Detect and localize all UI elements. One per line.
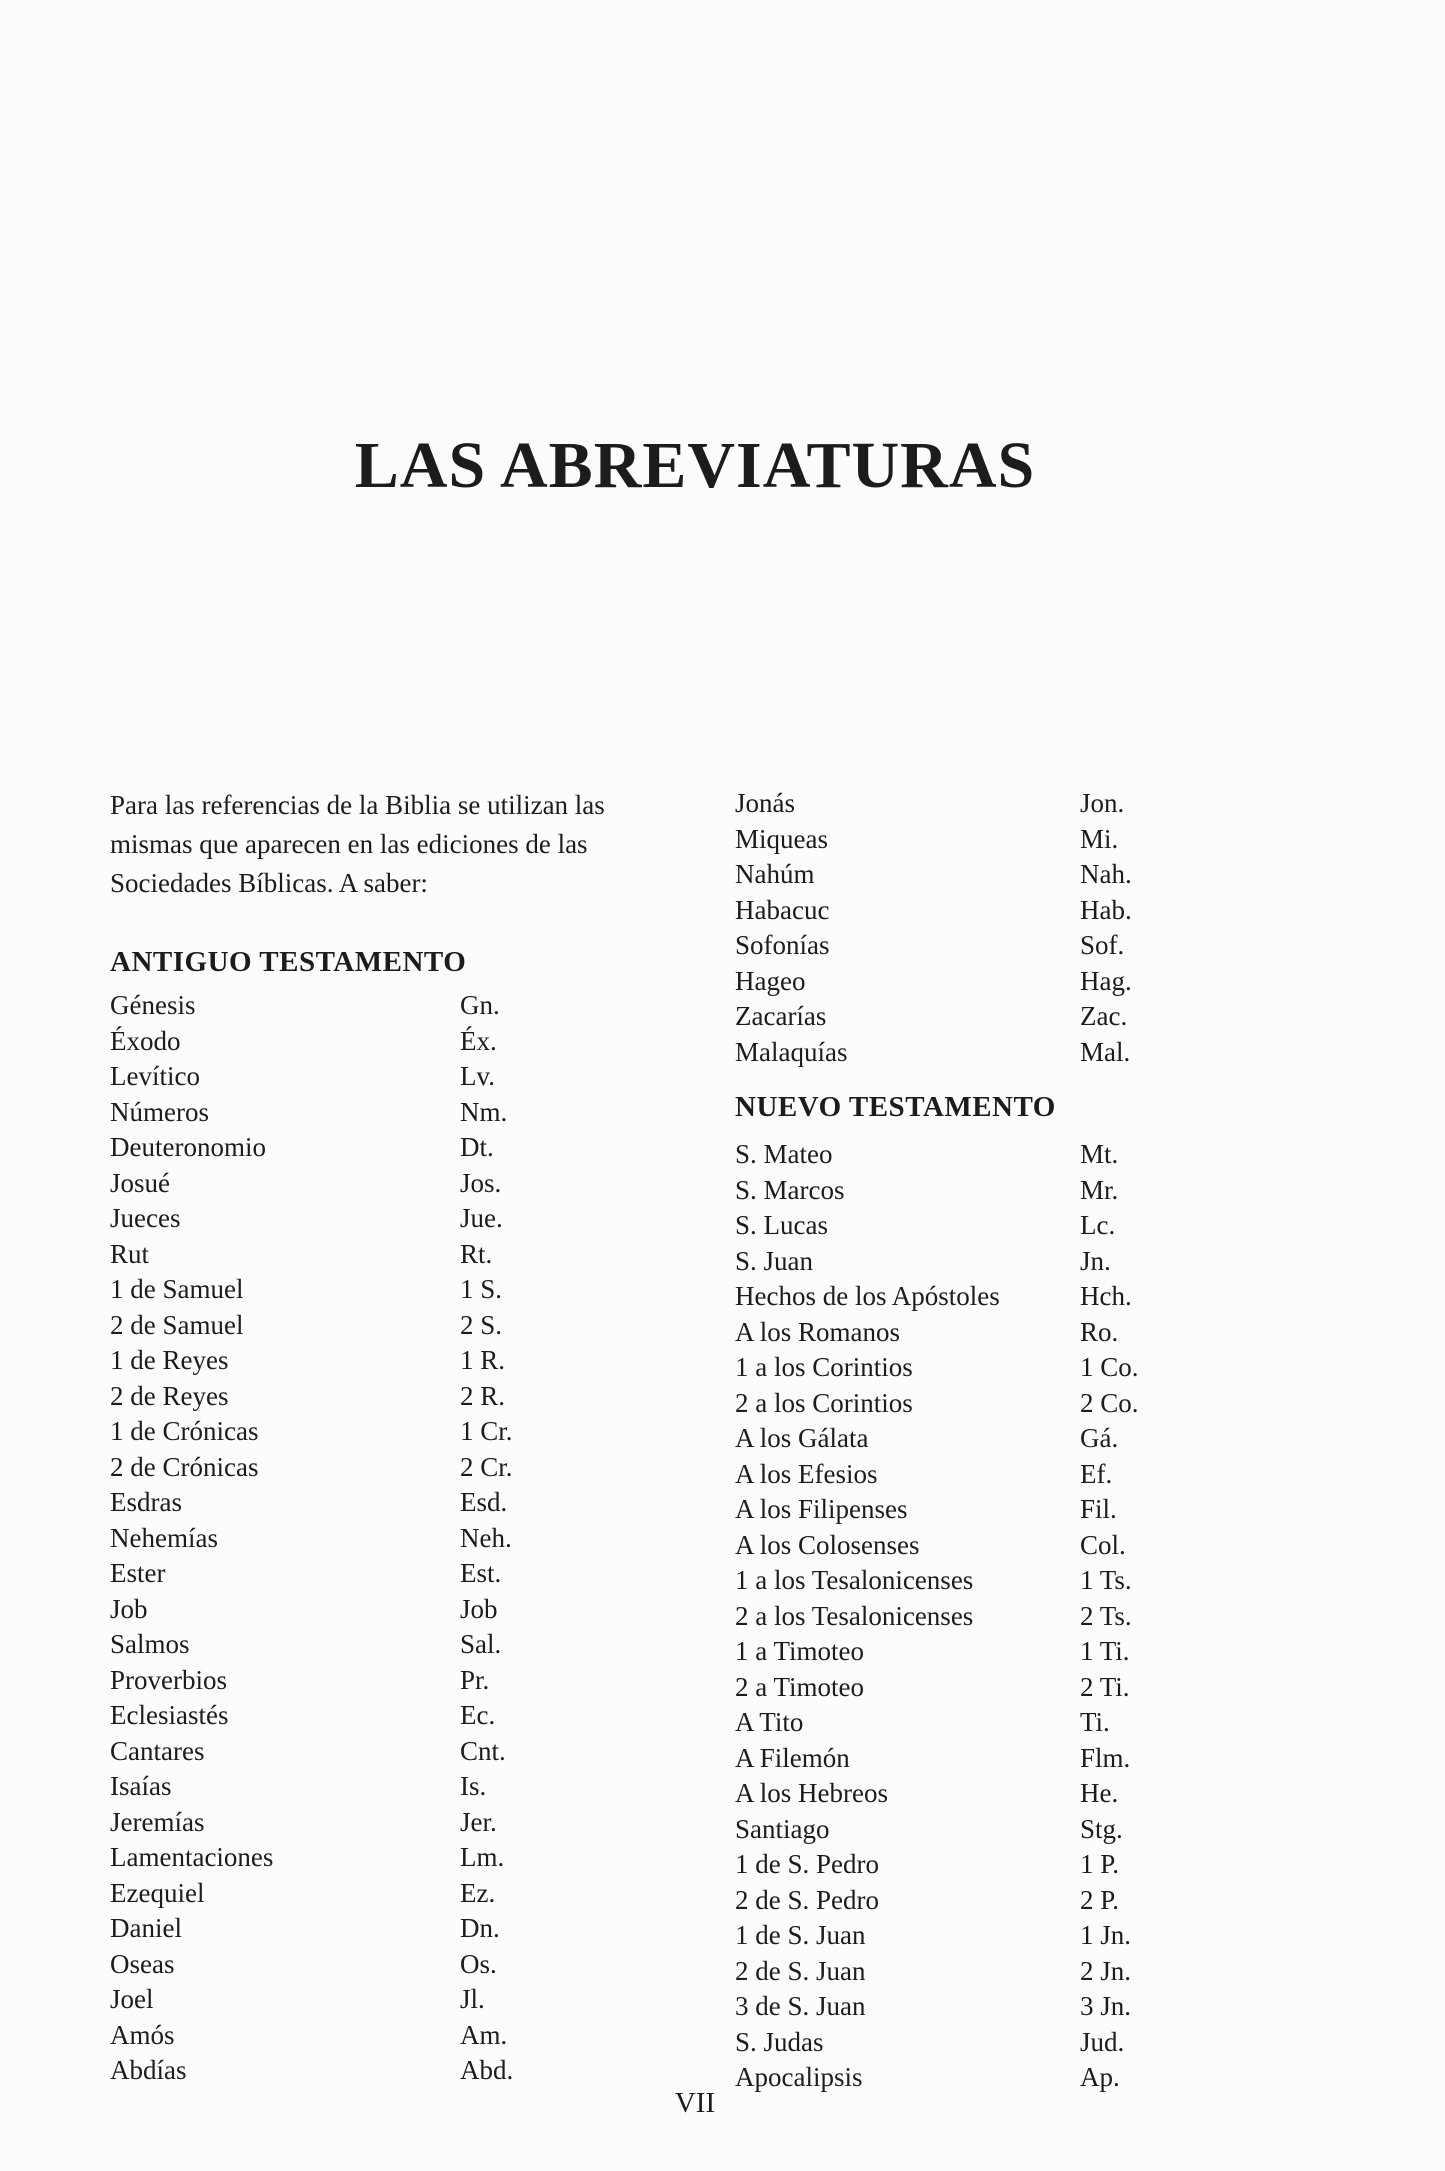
abbreviation-row (735, 786, 1215, 822)
abbreviation-row (110, 1947, 700, 1983)
book-abbreviation: Cnt. (460, 1735, 506, 1766)
book-abbreviation: Mt. (1080, 1139, 1119, 1169)
book-abbreviation: Neh. (460, 1522, 512, 1553)
book-name: A Filemón (735, 1742, 850, 1773)
book-name: 1 de S. Pedro (735, 1849, 879, 1879)
book-abbreviation: Gá. (1080, 1423, 1119, 1453)
book-abbreviation: Am. (460, 2019, 508, 2050)
abbreviation-row (110, 1201, 700, 1237)
book-abbreviation: Ec. (460, 1700, 496, 1730)
book-abbreviation: 3 Jn. (1080, 1991, 1132, 2021)
book-abbreviation: Jos. (460, 1167, 502, 1198)
abbreviation-row (110, 1095, 700, 1131)
old-testament-list (110, 988, 700, 2089)
abbreviation-row (735, 1279, 1215, 1315)
abbreviation-row (110, 1805, 700, 1841)
right-column (735, 786, 1215, 2096)
book-name: 2 a los Corintios (735, 1387, 913, 1418)
book-abbreviation: Pr. (460, 1664, 490, 1695)
book-name: Miqueas (735, 823, 828, 854)
abbreviation-row (110, 1876, 700, 1912)
book-abbreviation: Nah. (1080, 859, 1132, 889)
book-abbreviation: Ef. (1080, 1458, 1113, 1489)
book-abbreviation: 2 R. (460, 1380, 506, 1411)
section-heading-old-testament: ANTIGUO TESTAMENTO (110, 946, 467, 978)
intro-line: mismas que aparecen en las ediciones de las (110, 829, 588, 859)
book-abbreviation: Ez. (460, 1877, 496, 1908)
abbreviation-row (735, 1315, 1215, 1351)
book-abbreviation: Mal. (1080, 1036, 1131, 1067)
book-abbreviation: Ti. (1080, 1707, 1110, 1737)
book-name: 2 a los Tesalonicenses (735, 1600, 974, 1631)
book-abbreviation: Flm. (1080, 1742, 1131, 1773)
book-name: 2 de Crónicas (110, 1451, 259, 1482)
book-abbreviation: Lm. (460, 1842, 505, 1872)
book-name: Ester (110, 1558, 166, 1588)
page-title: LAS ABREVIATURAS (354, 429, 1036, 502)
book-name: 2 de S. Pedro (735, 1884, 879, 1915)
book-name: Zacarías (735, 1001, 827, 1031)
book-abbreviation: Nm. (460, 1096, 508, 1127)
abbreviation-row (110, 1485, 700, 1521)
book-abbreviation: 2 P. (1080, 1884, 1120, 1915)
book-name: Malaquías (735, 1036, 848, 1067)
abbreviation-row (110, 1308, 700, 1344)
book-abbreviation: 2 Cr. (460, 1451, 513, 1482)
left-column (110, 786, 700, 2089)
book-abbreviation: Sof. (1080, 930, 1125, 960)
book-name: Amós (110, 2019, 175, 2050)
abbreviation-row (110, 1343, 700, 1379)
book-abbreviation: Sal. (460, 1629, 502, 1659)
book-abbreviation: Is. (460, 1771, 487, 1801)
abbreviation-row (735, 1173, 1215, 1209)
book-abbreviation: Dt. (460, 1132, 494, 1162)
book-name: 2 a Timoteo (735, 1671, 865, 1702)
abbreviation-row (735, 999, 1215, 1035)
abbreviation-row (110, 1024, 700, 1060)
book-name: 1 de Samuel (110, 1274, 244, 1304)
book-abbreviation: 2 Jn. (1080, 1955, 1132, 1986)
book-abbreviation: 1 Ts. (1080, 1565, 1132, 1595)
book-abbreviation: Zac. (1080, 1001, 1128, 1031)
book-name: Joel (110, 1984, 154, 2014)
abbreviation-row (735, 1528, 1215, 1564)
book-name: A los Romanos (735, 1316, 901, 1347)
book-name: Apocalipsis (735, 2062, 863, 2092)
abbreviation-row (110, 1166, 700, 1202)
new-testament-list (735, 1137, 1215, 2096)
abbreviation-row (735, 1386, 1215, 1422)
book-name: 1 de Reyes (110, 1345, 229, 1375)
book-name: Jueces (110, 1203, 181, 1233)
abbreviation-row (735, 893, 1215, 929)
book-name: Josué (110, 1167, 170, 1198)
book-abbreviation: Job (460, 1593, 498, 1624)
abbreviation-row (735, 1457, 1215, 1493)
abbreviation-row (110, 1769, 700, 1805)
book-abbreviation: Hch. (1080, 1281, 1132, 1311)
book-abbreviation: Abd. (460, 2055, 514, 2085)
book-abbreviation: Lv. (460, 1061, 495, 1091)
book-abbreviation: Lc. (1080, 1210, 1116, 1240)
two-column-layout (110, 786, 1215, 2096)
book-abbreviation: Éx. (460, 1025, 497, 1056)
abbreviation-row (110, 1272, 700, 1308)
abbreviation-row (110, 1592, 700, 1628)
book-name: 2 de Reyes (110, 1380, 229, 1411)
book-abbreviation: 1 Cr. (460, 1416, 513, 1446)
book-abbreviation: Fil. (1080, 1494, 1117, 1524)
book-name: 1 a Timoteo (735, 1636, 865, 1666)
book-abbreviation: 1 P. (1080, 1849, 1120, 1879)
book-name: Proverbios (110, 1664, 227, 1695)
intro-paragraph (110, 786, 700, 903)
book-name: Nehemías (110, 1522, 218, 1553)
page-number: VII (674, 2087, 716, 2119)
book-abbreviation: Hag. (1080, 965, 1132, 996)
book-name: A los Gálata (735, 1423, 869, 1453)
abbreviation-row (110, 1627, 700, 1663)
book-name: S. Mateo (735, 1139, 833, 1169)
book-name: Salmos (110, 1629, 190, 1659)
abbreviation-row (735, 1208, 1215, 1244)
abbreviation-row (735, 857, 1215, 893)
book-name: Esdras (110, 1487, 182, 1517)
abbreviation-row (735, 1244, 1215, 1280)
book-name: Eclesiastés (110, 1700, 229, 1730)
book-name: 2 de S. Juan (735, 1955, 866, 1986)
abbreviation-row (735, 1492, 1215, 1528)
abbreviation-row (735, 1035, 1215, 1071)
book-abbreviation: Dn. (460, 1913, 500, 1943)
book-abbreviation: Hab. (1080, 894, 1132, 925)
book-name: 1 de Crónicas (110, 1416, 259, 1446)
abbreviation-row (735, 928, 1215, 964)
intro-line: Sociedades Bíblicas. A saber: (110, 868, 428, 898)
book-abbreviation: 1 Ti. (1080, 1636, 1130, 1666)
abbreviation-row (735, 2025, 1215, 2061)
abbreviation-row (110, 1521, 700, 1557)
book-abbreviation: 1 Jn. (1080, 1920, 1132, 1950)
book-abbreviation: Stg. (1080, 1813, 1123, 1844)
book-name: 1 a los Corintios (735, 1352, 913, 1382)
abbreviation-row (110, 1663, 700, 1699)
book-abbreviation: 2 S. (460, 1309, 503, 1340)
section-heading-new-testament: NUEVO TESTAMENTO (735, 1091, 1056, 1123)
abbreviation-row (110, 1556, 700, 1592)
book-abbreviation: Jud. (1080, 2026, 1125, 2057)
abbreviation-row (735, 1741, 1215, 1777)
intro-line: Para las referencias de la Biblia se utilizan las (110, 790, 605, 820)
book-name: Oseas (110, 1948, 175, 1979)
abbreviation-row (735, 1350, 1215, 1386)
book-name: A los Filipenses (735, 1494, 908, 1524)
abbreviation-row (735, 1847, 1215, 1883)
book-name: S. Lucas (735, 1210, 828, 1240)
book-name: S. Judas (735, 2026, 824, 2057)
book-name: Jonás (735, 788, 795, 818)
book-name: 1 a los Tesalonicenses (735, 1565, 974, 1595)
book-abbreviation: Jl. (460, 1984, 485, 2014)
book-abbreviation: 2 Ti. (1080, 1671, 1130, 1702)
abbreviation-row (735, 1989, 1215, 2025)
book-name: Deuteronomio (110, 1132, 266, 1162)
abbreviation-row (735, 1670, 1215, 1706)
abbreviation-row (735, 822, 1215, 858)
abbreviation-row (110, 1734, 700, 1770)
book-name: 3 de S. Juan (735, 1991, 866, 2021)
abbreviation-row (735, 964, 1215, 1000)
book-name: 2 de Samuel (110, 1309, 244, 1340)
book-abbreviation: 1 S. (460, 1274, 503, 1304)
abbreviation-row (110, 1237, 700, 1273)
abbreviation-row (735, 1954, 1215, 1990)
book-name: Hageo (735, 965, 806, 996)
book-name: Rut (110, 1238, 150, 1269)
abbreviation-row (110, 1130, 700, 1166)
book-name: Santiago (735, 1813, 830, 1844)
abbreviation-row (110, 1982, 700, 2018)
book-name: Habacuc (735, 894, 830, 925)
book-name: Levítico (110, 1061, 200, 1091)
book-abbreviation: Ap. (1080, 2062, 1120, 2092)
book-name: S. Juan (735, 1245, 814, 1276)
abbreviation-row (110, 1379, 700, 1415)
abbreviation-row (735, 1918, 1215, 1954)
book-name: Abdías (110, 2055, 187, 2085)
abbreviation-row (735, 1705, 1215, 1741)
book-name: A los Efesios (735, 1458, 878, 1489)
book-abbreviation: Jue. (460, 1203, 503, 1233)
book-abbreviation: 1 Co. (1080, 1352, 1139, 1382)
book-abbreviation: Est. (460, 1558, 502, 1588)
book-name: Hechos de los Apóstoles (735, 1281, 1000, 1311)
book-name: Isaías (110, 1771, 172, 1801)
abbreviation-row (110, 1059, 700, 1095)
book-abbreviation: He. (1080, 1778, 1119, 1808)
book-name: Cantares (110, 1735, 205, 1766)
abbreviation-row (735, 1563, 1215, 1599)
abbreviation-row (735, 1599, 1215, 1635)
abbreviation-row (110, 988, 700, 1024)
book-name: 1 de S. Juan (735, 1920, 866, 1950)
book-abbreviation: Rt. (460, 1238, 493, 1269)
book-abbreviation: 1 R. (460, 1345, 506, 1375)
book-abbreviation: 2 Ts. (1080, 1600, 1132, 1631)
abbreviation-row (735, 1776, 1215, 1812)
book-name: A los Colosenses (735, 1529, 920, 1560)
old-testament-continued-list (735, 786, 1215, 1070)
abbreviation-row (110, 1698, 700, 1734)
abbreviation-row (110, 1840, 700, 1876)
book-name: Jeremías (110, 1806, 205, 1837)
abbreviation-row (735, 1137, 1215, 1173)
abbreviation-row (735, 1421, 1215, 1457)
book-abbreviation: Esd. (460, 1487, 508, 1517)
book-name: Nahúm (735, 859, 815, 889)
book-abbreviation: Jon. (1080, 788, 1125, 818)
book-abbreviation: Jn. (1080, 1245, 1111, 1276)
book-name: Daniel (110, 1913, 182, 1943)
abbreviation-row (735, 1883, 1215, 1919)
book-abbreviation: Mi. (1080, 823, 1119, 854)
book-name: A los Hebreos (735, 1778, 888, 1808)
book-abbreviation: Os. (460, 1948, 497, 1979)
book-name: Ezequiel (110, 1877, 205, 1908)
abbreviation-row (110, 1450, 700, 1486)
abbreviation-row (735, 1634, 1215, 1670)
book-name: Lamentaciones (110, 1842, 274, 1872)
abbreviation-row (110, 2018, 700, 2054)
book-name: S. Marcos (735, 1174, 845, 1205)
book-abbreviation: Col. (1080, 1529, 1126, 1560)
abbreviation-row (110, 2053, 700, 2089)
book-name: Éxodo (110, 1025, 181, 1056)
book-abbreviation: Ro. (1080, 1316, 1119, 1347)
abbreviation-row (110, 1414, 700, 1450)
book-name: Números (110, 1096, 209, 1127)
book-name: A Tito (735, 1707, 804, 1737)
abbreviation-row (735, 1812, 1215, 1848)
book-abbreviation: Mr. (1080, 1174, 1119, 1205)
abbreviation-row (110, 1911, 700, 1947)
book-abbreviation: Jer. (460, 1806, 497, 1837)
book-name: Sofonías (735, 930, 830, 960)
book-name: Génesis (110, 990, 196, 1020)
book-abbreviation: 2 Co. (1080, 1387, 1139, 1418)
book-abbreviation: Gn. (460, 990, 500, 1020)
book-name: Job (110, 1593, 148, 1624)
